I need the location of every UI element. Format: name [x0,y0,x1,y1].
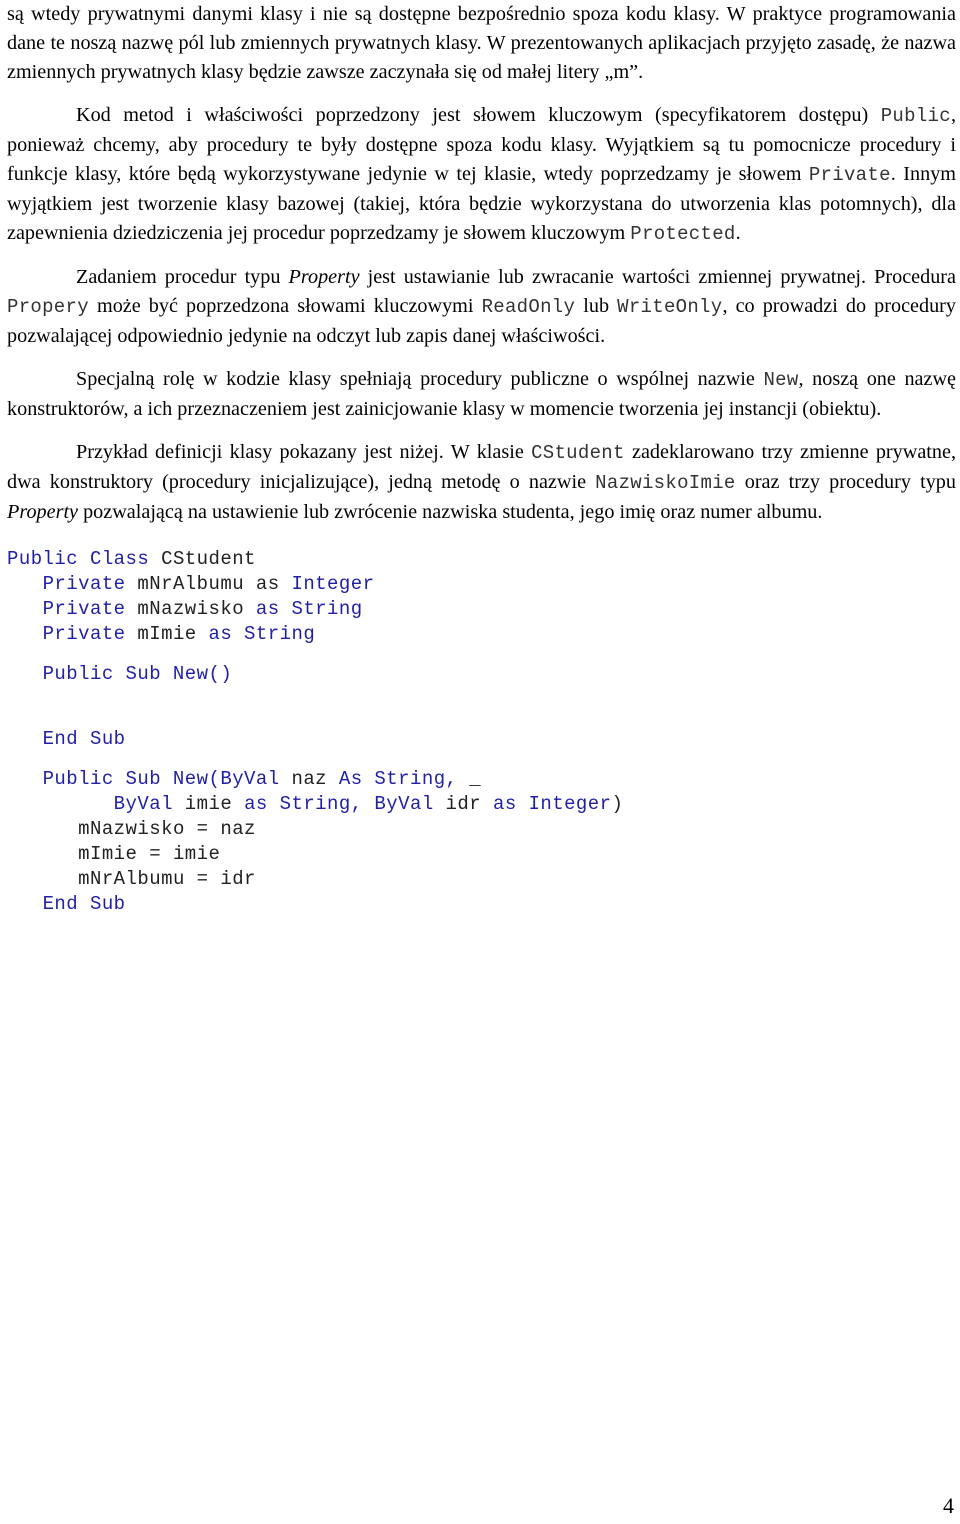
code-keyword: End Sub [42,728,126,750]
inline-code: ReadOnly [481,296,576,318]
code-keyword: As String, [338,768,458,790]
inline-code: Propery [7,296,89,318]
code-line [7,817,956,842]
code-text: mNazwisko [125,598,256,620]
code-text: mNazwisko = naz [78,818,256,840]
code-keyword: Integer [291,573,375,595]
code-listing [7,547,956,917]
code-text: _ [457,768,482,790]
code-text: imie [172,793,245,815]
code-line [7,662,956,687]
italic-term: Property [288,266,360,288]
code-keyword: as String [208,623,316,645]
code-line [7,867,956,892]
code-text: CStudent [149,548,256,570]
code-keyword: as Integer [492,793,612,815]
code-text: mNrAlbumu = idr [78,868,256,890]
paragraph-text: Kod metod i właściwości poprzedzony jest słowem kluczowym (specyfikatorem dostępu) [76,104,881,126]
code-keyword: End Sub [42,893,126,915]
paragraph-text: oraz trzy procedury typu [735,471,956,493]
paragraph-text: lub [575,295,618,317]
paragraph-text: może być poprzedzona słowami kluczowymi [88,295,482,317]
code-line [7,767,956,792]
code-line [7,622,956,647]
paragraph-access-modifiers [7,101,956,249]
code-text: ) [611,793,624,815]
page-number: 4 [943,1493,954,1518]
paragraph-text: są wtedy prywatnymi danymi klasy i nie są dostępne bezpośrednio spoza kodu klasy. W praktyce programowania dane te noszą nazwę pól lub zmiennych prywatnych klasy. W prezentowanych aplikacjach przyjęto zasadę, że nazwa zmiennych prywatnych klasy będzie zawsze zaczynała się od małej litery „m”. [7,3,956,83]
code-keyword: Public Sub New(ByVal [42,768,280,790]
inline-code: Protected [630,223,736,245]
paragraph-text: pozwalającą na ustawienie lub zwrócenie nazwiska studenta, jego imię oraz numer albumu. [78,501,823,523]
code-line [7,842,956,867]
code-line [7,892,956,917]
code-keyword: Private [42,623,126,645]
inline-code: WriteOnly [617,296,723,318]
paragraph-private-fields [7,0,956,87]
paragraph-text: jest ustawianie lub zwracanie wartości zmiennej prywatnej. Procedura [359,266,956,288]
code-keyword: Public Sub New() [42,663,233,685]
paragraph-text: . Innym wyjątkiem jest tworzenie klasy bazowej (takiej, która będzie wykorzystana do utworzenia klas potomnych), dla zapewnienia dziedziczenia jej procedur poprzedzamy je słowem kluczowym [7,163,956,244]
paragraph-constructors [7,365,956,424]
code-keyword: Private [42,598,126,620]
code-text: naz [279,768,339,790]
paragraph-text: . [735,222,741,244]
inline-code: NazwiskoImie [595,472,736,494]
code-keyword: Private [42,573,126,595]
paragraph-text: zadeklarowano trzy zmienne prywatne, dwa konstruktory (procedury inicjalizujące), jedną metodę o nazwie [7,441,956,493]
code-text: mNrAlbumu as [125,573,292,595]
code-keyword: as String [255,598,363,620]
paragraph-text: Specjalną rolę w kodzie klasy spełniają procedury publiczne o wspólnej nazwie [76,368,764,390]
inline-code: Private [808,164,891,186]
inline-code: New [763,369,799,391]
code-text: mImie = imie [78,843,221,865]
paragraph-text: , noszą one nazwę konstruktorów, a ich przeznaczeniem jest zainicjowanie klasy w momencie tworzenia jej instancji (obiektu). [7,368,956,420]
paragraph-text: , co prowadzi do procedury pozwalającej odpowiednio jedynie na odczyt lub zapis danej właściwości. [7,295,956,347]
code-text: mImie [125,623,209,645]
inline-code: CStudent [531,442,625,464]
code-line [7,727,956,752]
paragraph-text: Przykład definicji klasy pokazany jest niżej. W klasie [76,441,532,463]
code-text: idr [433,793,493,815]
code-line [7,792,956,817]
code-line [7,547,956,572]
code-line [7,597,956,622]
paragraph-text: , ponieważ chcemy, aby procedury te były dostępne spoza kodu klasy. Wyjątkiem są tu pomocnicze procedury i funkcje klasy, które będą wykorzystywane jedynie w tej klasie, wtedy poprzedzamy je słowem [7,104,956,185]
paragraph-example-intro [7,438,956,527]
inline-code: Public [880,105,951,127]
paragraph-text: Zadaniem procedur typu [76,266,289,288]
paragraph-property-procedures [7,263,956,351]
italic-term: Property [7,501,79,523]
code-keyword: ByVal [113,793,173,815]
code-line [7,572,956,597]
code-keyword: Public Class [7,548,150,570]
code-keyword: as String, ByVal [244,793,434,815]
